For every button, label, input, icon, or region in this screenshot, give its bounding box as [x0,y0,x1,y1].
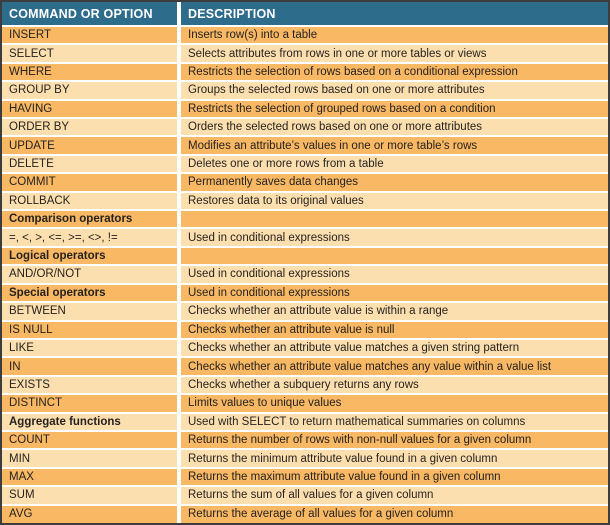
command-cell: Comparison operators [2,210,179,228]
description-cell: Restores data to its original values [179,192,608,210]
description-cell: Returns the number of rows with non-null values for a given column [179,431,608,449]
description-cell: Checks whether an attribute value is within a range [179,302,608,320]
description-cell: Orders the selected rows based on one or more attributes [179,118,608,136]
table-body [2,26,608,523]
description-cell: Returns the sum of all values for a given column [179,486,608,504]
description-cell: Used in conditional expressions [179,265,608,283]
table-row [2,63,608,81]
description-cell: Groups the selected rows based on one or more attributes [179,81,608,99]
description-cell [179,210,608,228]
description-cell: Checks whether a subquery returns any rows [179,376,608,394]
description-cell: Checks whether an attribute value matches any value within a value list [179,357,608,375]
command-cell: ROLLBACK [2,192,179,210]
command-cell: =, <, >, <=, >=, <>, != [2,228,179,246]
description-cell: Returns the minimum attribute value found in a given column [179,449,608,467]
table-row [2,302,608,320]
section-row [2,413,608,431]
command-cell: IS NULL [2,321,179,339]
description-cell [179,247,608,265]
description-cell: Used in conditional expressions [179,228,608,246]
command-cell: WHERE [2,63,179,81]
description-cell: Restricts the selection of rows based on a conditional expression [179,63,608,81]
table-row [2,449,608,467]
description-cell: Limits values to unique values [179,394,608,412]
table-row [2,265,608,283]
command-cell: DISTINCT [2,394,179,412]
command-cell: GROUP BY [2,81,179,99]
header-description-column: DESCRIPTION [179,2,608,26]
description-cell: Permanently saves data changes [179,173,608,191]
table-row [2,44,608,62]
command-cell: COMMIT [2,173,179,191]
description-cell: Modifies an attribute’s values in one or more table’s rows [179,136,608,154]
command-cell: SELECT [2,44,179,62]
command-cell: Logical operators [2,247,179,265]
command-cell: MIN [2,449,179,467]
command-cell: EXISTS [2,376,179,394]
command-cell: IN [2,357,179,375]
table-row [2,505,608,523]
section-row [2,247,608,265]
table-row [2,192,608,210]
command-cell: Aggregate functions [2,413,179,431]
table-row [2,173,608,191]
table-row [2,394,608,412]
description-cell: Used with SELECT to return mathematical summaries on columns [179,413,608,431]
description-cell: Inserts row(s) into a table [179,26,608,44]
section-row [2,210,608,228]
command-cell: HAVING [2,100,179,118]
table-row [2,81,608,99]
header-row [2,2,608,26]
command-cell: ORDER BY [2,118,179,136]
section-row [2,284,608,302]
commands-table [2,2,608,523]
command-cell: COUNT [2,431,179,449]
description-cell: Checks whether an attribute value matches a given string pattern [179,339,608,357]
table-row [2,468,608,486]
table-row [2,155,608,173]
table-row [2,100,608,118]
description-cell: Deletes one or more rows from a table [179,155,608,173]
command-cell: MAX [2,468,179,486]
table-row [2,26,608,44]
description-cell: Restricts the selection of grouped rows based on a condition [179,100,608,118]
table-row [2,486,608,504]
table-row [2,357,608,375]
description-cell: Checks whether an attribute value is null [179,321,608,339]
command-cell: AVG [2,505,179,523]
command-cell: Special operators [2,284,179,302]
table-header [2,2,608,26]
table-row [2,321,608,339]
description-cell: Returns the maximum attribute value found in a given column [179,468,608,486]
command-cell: BETWEEN [2,302,179,320]
table-row [2,431,608,449]
description-cell: Returns the average of all values for a given column [179,505,608,523]
table-row [2,136,608,154]
command-cell: SUM [2,486,179,504]
command-cell: AND/OR/NOT [2,265,179,283]
table-row [2,376,608,394]
table-row [2,339,608,357]
description-cell: Selects attributes from rows in one or more tables or views [179,44,608,62]
table-row [2,228,608,246]
command-cell: INSERT [2,26,179,44]
table-row [2,118,608,136]
header-command-column: COMMAND OR OPTION [2,2,179,26]
description-cell: Used in conditional expressions [179,284,608,302]
command-cell: UPDATE [2,136,179,154]
command-cell: LIKE [2,339,179,357]
command-cell: DELETE [2,155,179,173]
